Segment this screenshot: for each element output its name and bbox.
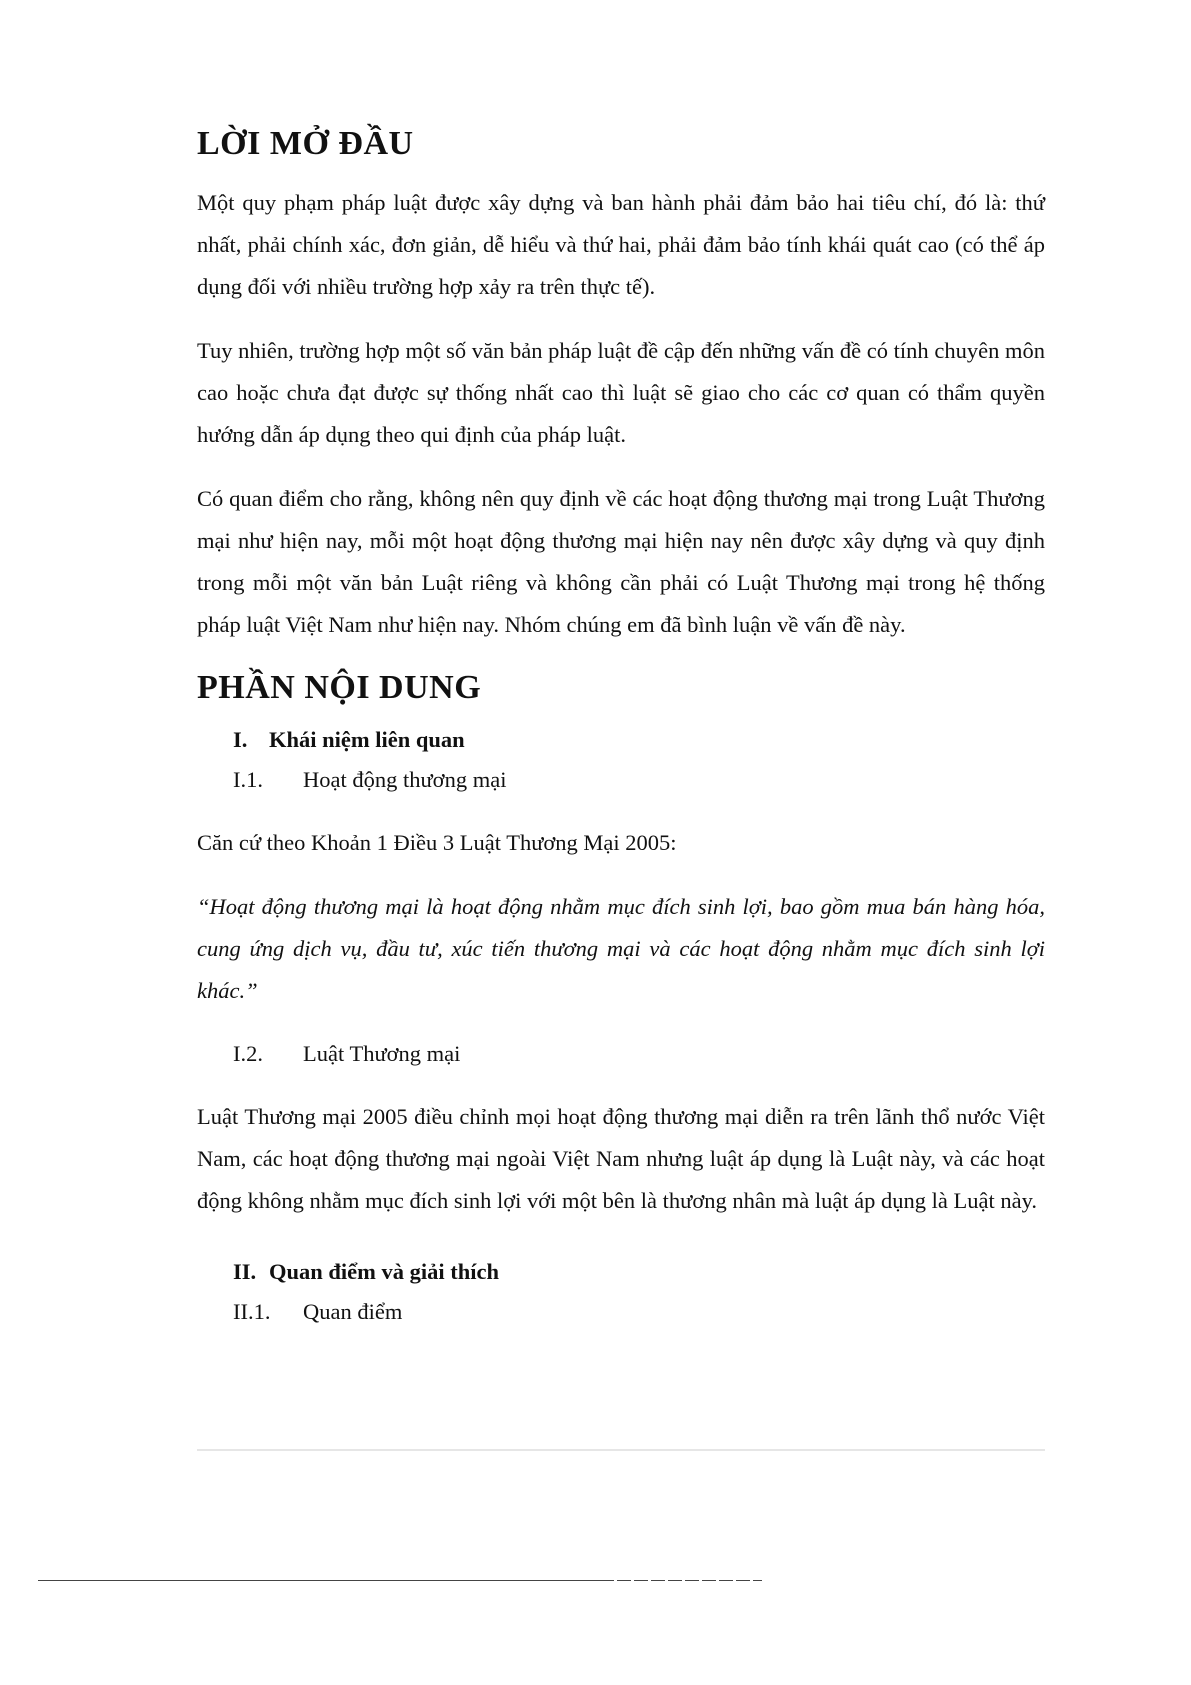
intro-heading: LỜI MỞ ĐẦU	[197, 125, 414, 162]
section-heading-2	[233, 1252, 1045, 1292]
subsection-number: I.2.	[233, 1041, 263, 1066]
subsection-title: Quan điểm	[303, 1299, 403, 1324]
subsection-heading-2-1	[233, 1292, 1045, 1332]
legal-basis-text: Căn cứ theo Khoản 1 Điều 3 Luật Thương Mại 2005:	[197, 830, 677, 855]
intro-paragraph-1: Một quy phạm pháp luật được xây dựng và ban hành phải đảm bảo hai tiêu chí, đó là: thứ nhất, phải chính xác, đơn giản, dễ hiểu và thứ hai, phải đảm bảo tính khái quát cao (có thể áp dụng đối với nhiều trường hợp xảy ra trên thực tế).	[197, 190, 1045, 299]
intro-paragraph-3: Có quan điểm cho rằng, không nên quy định về các hoạt động thương mại trong Luật Thương mại như hiện nay, mỗi một hoạt động thương mại hiện nay nên được xây dựng và quy định trong mỗi một văn bản Luật riêng và không cần phải có Luật Thương mại trong hệ thống pháp luật Việt Nam như hiện nay. Nhóm chúng em đã bình luận về vấn đề này.	[197, 486, 1045, 637]
commercial-law-paragraph: Luật Thương mại 2005 điều chỉnh mọi hoạt động thương mại diễn ra trên lãnh thổ nước Việt Nam, các hoạt động thương mại ngoài Việt Nam nhưng luật áp dụng là Luật này, và các hoạt động không nhằm mục đích sinh lợi với một bên là thương nhân mà luật áp dụng là Luật này.	[197, 1104, 1045, 1213]
subsection-title: Luật Thương mại	[303, 1041, 461, 1066]
document-body	[197, 120, 1045, 1332]
section-number: I.	[233, 727, 248, 752]
subsection-title: Hoạt động thương mại	[303, 767, 507, 792]
subsection-number: I.1.	[233, 767, 263, 792]
footer-rule-dashed	[600, 1580, 762, 1581]
section-title: Khái niệm liên quan	[269, 727, 465, 752]
content-divider	[197, 1449, 1045, 1451]
section-heading-1	[233, 720, 1045, 760]
section-number: II.	[233, 1259, 257, 1284]
subsection-heading-1-1	[233, 760, 1045, 800]
content-heading: PHẦN NỘI DUNG	[197, 669, 482, 706]
subsection-heading-1-2	[233, 1034, 1045, 1074]
legal-definition-quote: “Hoạt động thương mại là hoạt động nhằm mục đích sinh lợi, bao gồm mua bán hàng hóa, cung ứng dịch vụ, đầu tư, xúc tiến thương mại và các hoạt động nhằm mục đích sinh lợi khác.”	[197, 894, 1045, 1003]
subsection-number: II.1.	[233, 1299, 271, 1324]
intro-paragraph-2: Tuy nhiên, trường hợp một số văn bản pháp luật đề cập đến những vấn đề có tính chuyên môn cao hoặc chưa đạt được sự thống nhất cao thì luật sẽ giao cho các cơ quan có thẩm quyền hướng dẫn áp dụng theo qui định của pháp luật.	[197, 338, 1045, 447]
section-title: Quan điểm và giải thích	[269, 1259, 500, 1284]
